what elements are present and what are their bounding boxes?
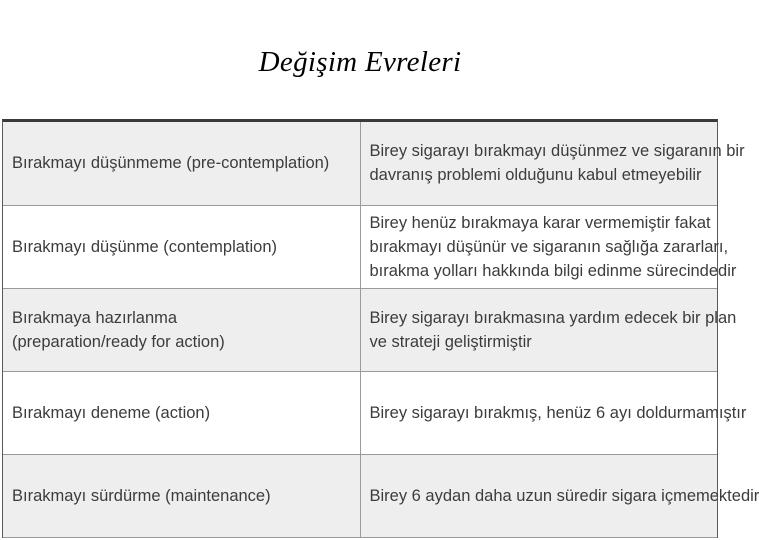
description-text: bırakma yolları hakkında bilgi edinme sürecindedir <box>369 261 737 280</box>
stage-text: (preparation/ready for action) <box>12 332 225 351</box>
description-text: Birey sigarayı bırakmış, henüz 6 ayı doldurmamıştır <box>369 403 747 422</box>
description-cell <box>360 371 747 454</box>
table-row <box>3 454 717 537</box>
description-cell <box>360 122 745 205</box>
description-cell <box>360 454 759 537</box>
stage-text: Bırakmayı düşünme (contemplation) <box>12 237 278 256</box>
stage-cell <box>3 122 360 205</box>
description-text: Birey 6 aydan daha uzun süredir sigara içmemektedir <box>369 486 759 505</box>
description-text: ve strateji geliştirmiştir <box>369 332 532 351</box>
stages-table <box>2 119 759 538</box>
description-text: Birey henüz bırakmaya karar vermemiştir fakat <box>369 213 711 232</box>
stage-text: Bırakmayı düşünmeme (pre-contemplation) <box>12 154 330 173</box>
stage-text: Bırakmayı sürdürme (maintenance) <box>12 486 271 505</box>
table-row <box>3 288 717 371</box>
stage-text: Bırakmaya hazırlanma <box>12 308 178 327</box>
stage-cell <box>3 205 360 288</box>
description-cell <box>360 288 737 371</box>
table-row <box>3 371 717 454</box>
table-row <box>3 122 717 205</box>
stage-cell <box>3 454 360 537</box>
description-text: Birey sigarayı bırakmayı düşünmez ve sigaranın bir <box>369 142 745 161</box>
description-cell <box>360 205 737 288</box>
stage-cell <box>3 371 360 454</box>
stage-cell <box>3 288 360 371</box>
description-text: bırakmayı düşünür ve sigaranın sağlığa zararları, <box>369 237 729 256</box>
slide-title: Değişim Evreleri <box>258 46 462 78</box>
table-row <box>3 205 717 288</box>
description-text: Birey sigarayı bırakmasına yardım edecek bir plan <box>369 308 737 327</box>
description-text: davranış problemi olduğunu kabul etmeyebilir <box>369 166 702 185</box>
stage-text: Bırakmayı deneme (action) <box>12 403 211 422</box>
